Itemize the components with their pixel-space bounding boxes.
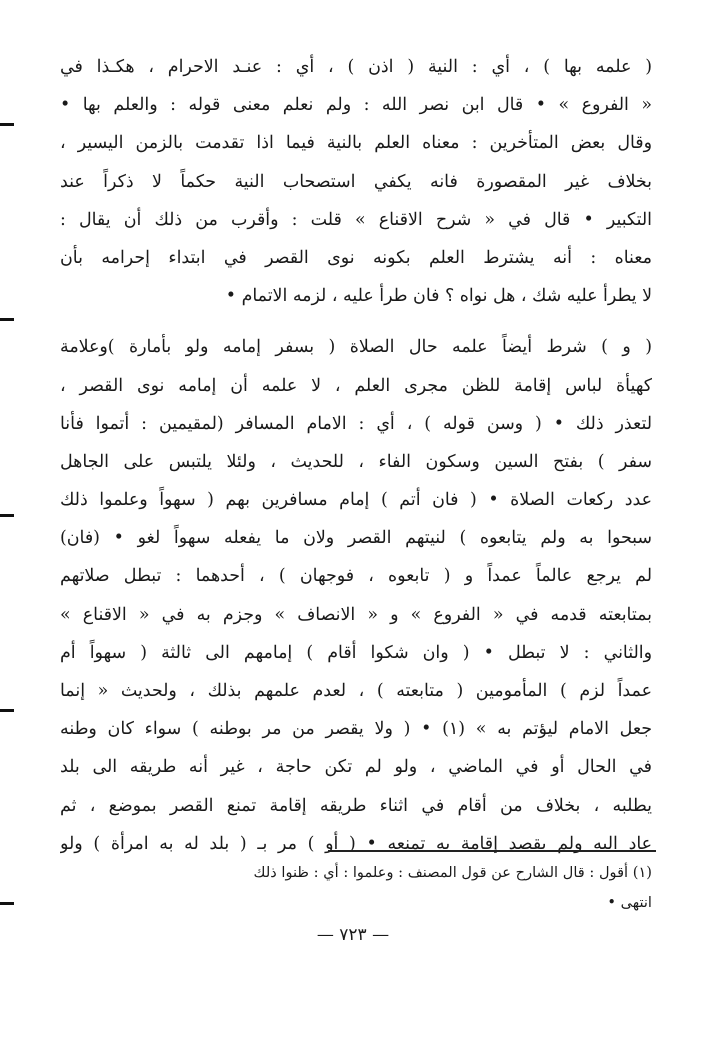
text-line: سفر ) بفتح السين وسكون الفاء ، للحديث ، ولئلا يلتبس على الجاهل: [60, 451, 652, 472]
margin-mark: [0, 709, 14, 712]
text-line: عدد ركعات الصلاة • ( فان أتم ) إمام مسافرين بهم ( سهواً وعلموا ذلك: [60, 490, 652, 511]
footnote-line: انتهى •: [607, 894, 652, 911]
text-line: سبحوا به ولم يتابعوه ) لنيتهم القصر ولان ما يفعله سهواً لغو • (فان): [60, 528, 652, 549]
text-line: بخلاف غير المقصورة فانه يكفي استصحاب النية حكماً لا ذكراً عند: [60, 171, 652, 192]
text-line: جعل الامام ليؤتم به » (١) • ( ولا يقصر من مر بوطنه ) سواء كان وطنه: [60, 719, 652, 740]
text-line: معناه : أنه يشترط العلم بكونه نوى القصر في ابتداء إحرامه بأن: [60, 247, 652, 268]
main-text: [60, 48, 652, 863]
text-line: وقال بعض المتأخرين : معناه العلم بالنية فيما اذا تقدمت بالزمن اليسير ،: [60, 133, 652, 154]
text-line: ( علمه بها ) ، أي : النية ( اذن ) ، أي : عنـد الاحرام ، هكـذا في: [60, 57, 652, 77]
text-line: « الفروع » • قال ابن نصر الله : ولم نعلم معنى قوله : والعلم بها •: [60, 95, 652, 116]
paragraph-gap: [60, 315, 652, 328]
text-line: كهيأة لباس إقامة للظن مجرى العلم ، لا علمه أن إمامه نوى القصر ،: [60, 375, 652, 396]
text-line: عمداً لزم ) المأمومين ( متابعته ) ، لعدم علمهم بذلك ، ولحديث « إنما: [60, 681, 652, 701]
text-line: عاد اليه ولم يقصد إقامة به تمنعه • ( أو ) مر بـ ( بلد له به امرأة ) ولو: [60, 833, 652, 854]
text-line: ( و ) شرط أيضاً علمه حال الصلاة ( بسفر إمامه ولو بأمارة )وعلامة: [60, 337, 652, 358]
margin-mark: [0, 123, 14, 126]
margin-mark: [0, 514, 14, 517]
page-number: — ٧٢٣ —: [316, 925, 390, 945]
text-line: في الحال أو في الماضي ، ولو لم تكن حاجة ، غير أنه طريقه الى بلد: [60, 757, 652, 778]
text-line: التكبير • قال في « شرح الاقناع » قلت : وأقرب من ذلك أن يقال :: [60, 209, 652, 230]
footnote-line: (١) أقول : قال الشارح عن قول المصنف : وعلموا : أي : ظنوا ذلك: [253, 864, 652, 881]
text-line: لم يرجع عالماً عمداً و ( تابعوه ، فوجهان ) ، أحدهما : تبطل صلاتهم: [60, 566, 652, 587]
text-line: والثاني : لا تبطل • ( وان شكوا أقام ) إمامهم الى ثالثة ( سهواً أم: [60, 642, 652, 663]
margin-mark: [0, 318, 14, 321]
text-line: لا يطرأ عليه شك ، هل نواه ؟ فان طرأ عليه ، لزمه الاتمام •: [225, 286, 652, 307]
margin-mark: [0, 902, 14, 905]
text-line: بمتابعته قدمه في « الفروع » و « الانصاف » وجزم به في « الاقناع »: [60, 604, 652, 625]
footnote-separator: [328, 850, 656, 852]
text-line: يطلبه ، بخلاف من أقام في اثناء طريقه إقامة تمنع القصر بموضع ، ثم: [60, 795, 652, 816]
text-line: لتعذر ذلك • ( وسن قوله ) ، أي : الامام المسافر (لمقيمين : أتموا فأنا: [60, 413, 652, 434]
footnotes: [60, 858, 652, 918]
